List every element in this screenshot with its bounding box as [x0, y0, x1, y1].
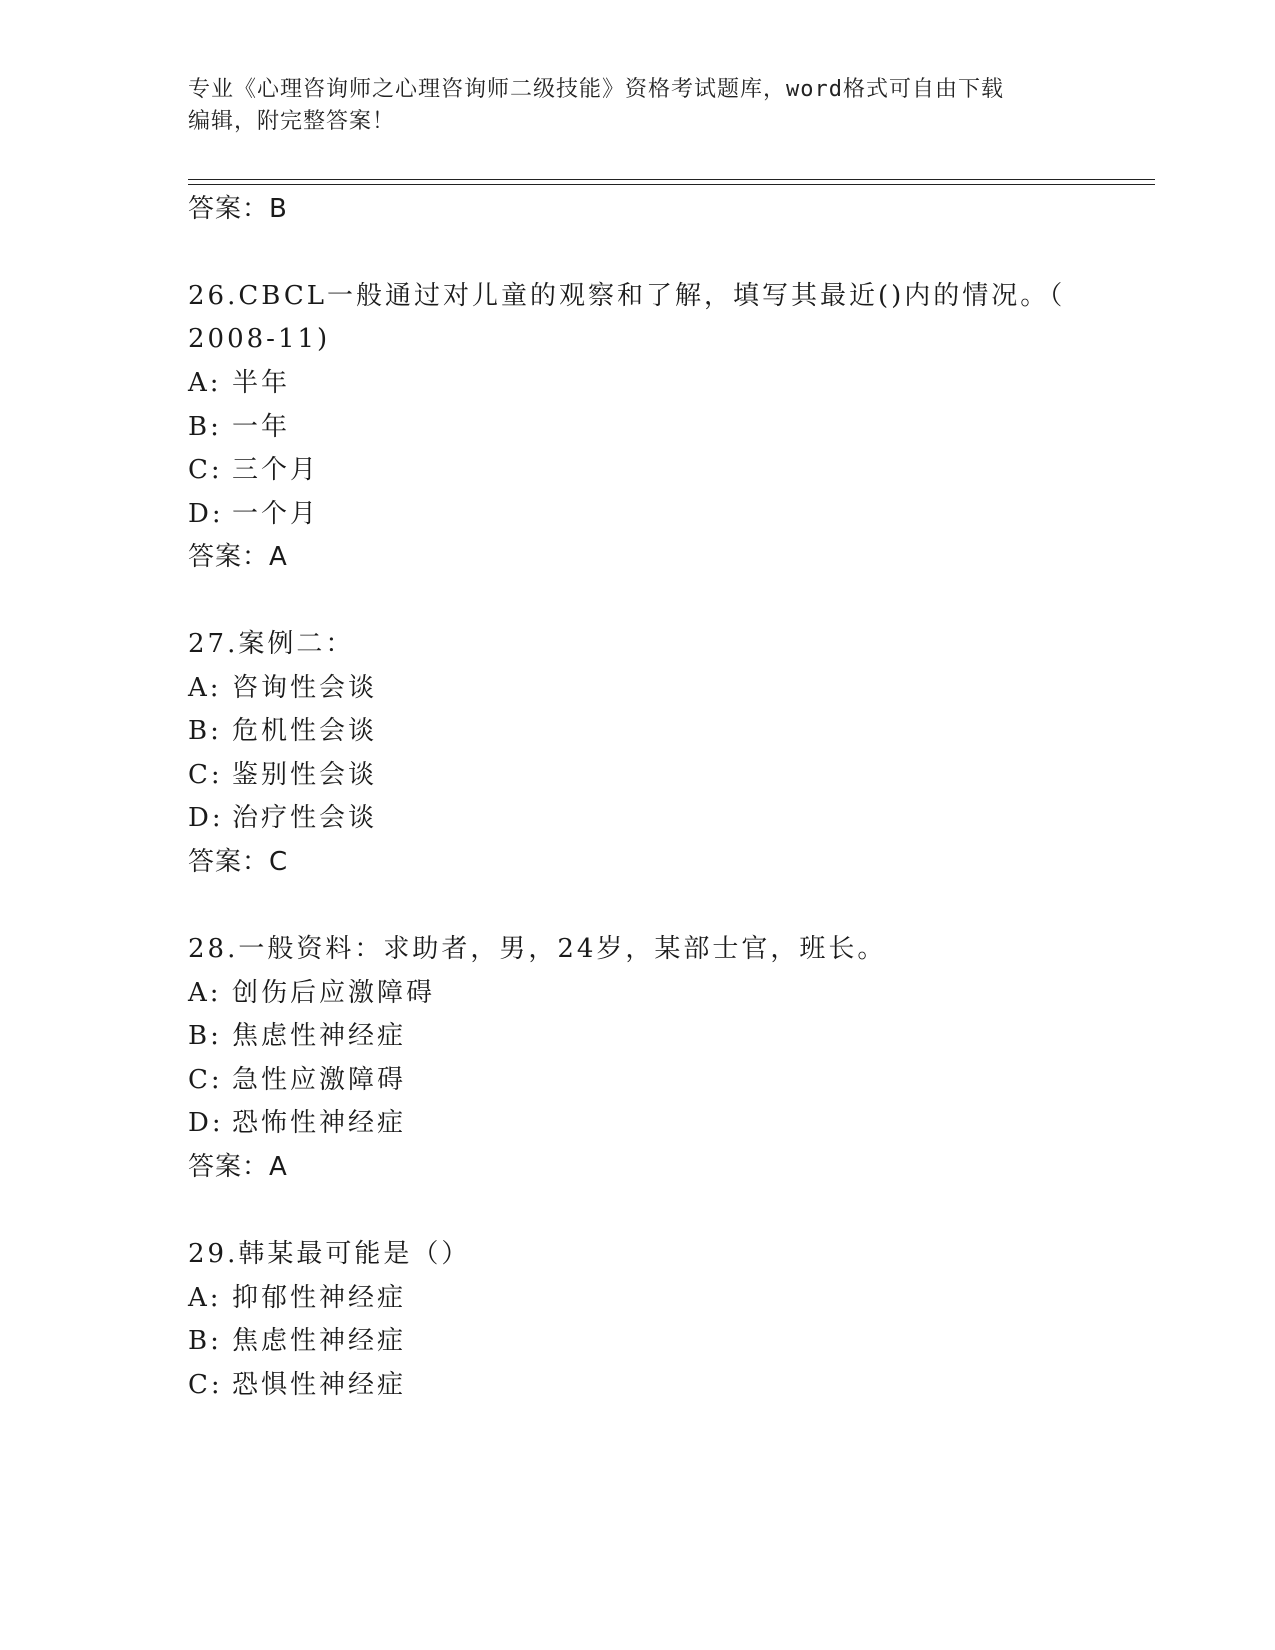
question-28-answer: 答案：A: [188, 1152, 288, 1182]
header-line-1: 专业《心理咨询师之心理咨询师二级技能》资格考试题库，word格式可自由下载: [188, 77, 1004, 102]
option-text: 半年: [232, 368, 291, 398]
question-26-option-a: [188, 365, 290, 401]
previous-answer: 答案：B: [188, 194, 288, 224]
question-26-stem-line-2: 2008-11): [188, 324, 331, 354]
question-29-option-a: [188, 1280, 406, 1316]
question-26-option-b: [188, 409, 290, 445]
question-29-option-b: [188, 1323, 406, 1359]
option-text: 急性应激障碍: [232, 1065, 407, 1095]
question-27-option-c: [188, 757, 377, 793]
header-line-2: 编辑，附完整答案！: [188, 109, 396, 134]
option-text: 焦虑性神经症: [232, 1021, 407, 1051]
question-29-option-c: [188, 1367, 406, 1403]
option-text: 鉴别性会谈: [232, 760, 378, 790]
option-text: 危机性会谈: [232, 716, 378, 746]
question-28-option-a: [188, 975, 435, 1011]
option-text: 治疗性会谈: [232, 803, 378, 833]
option-letter: C:: [188, 1370, 223, 1400]
option-letter: B:: [188, 1021, 222, 1051]
document-header: [188, 74, 1088, 138]
question-27-option-d: [188, 800, 377, 836]
option-text: 创伤后应激障碍: [232, 978, 436, 1008]
option-letter: C:: [188, 1065, 223, 1095]
option-letter: A:: [188, 1283, 222, 1313]
question-27-stem: 27.案例二：: [188, 629, 355, 659]
question-29-stem: 29.韩某最可能是（）: [188, 1239, 471, 1269]
option-text: 一个月: [232, 499, 320, 529]
option-text: 焦虑性神经症: [232, 1326, 407, 1356]
option-text: 三个月: [232, 455, 320, 485]
question-26-option-c: [188, 452, 319, 488]
header-divider-top: [188, 179, 1155, 180]
option-letter: D:: [188, 1108, 224, 1138]
option-letter: D:: [188, 499, 224, 529]
question-28-option-c: [188, 1062, 406, 1098]
question-26-stem-line-1: 26.CBCL一般通过对儿童的观察和了解，填写其最近()内的情况。（: [188, 281, 1066, 311]
question-28-stem: 28.一般资料：求助者，男，24岁，某部士官，班长。: [188, 934, 887, 964]
option-text: 一年: [232, 412, 291, 442]
option-letter: C:: [188, 760, 223, 790]
option-letter: A:: [188, 978, 222, 1008]
header-divider-bottom: [188, 184, 1155, 185]
question-27-option-a: [188, 670, 377, 706]
option-text: 抑郁性神经症: [232, 1283, 407, 1313]
question-26-answer: 答案：A: [188, 542, 288, 572]
question-27-answer: 答案：C: [188, 847, 289, 877]
option-letter: B:: [188, 716, 222, 746]
option-letter: B:: [188, 1326, 222, 1356]
option-letter: A:: [188, 673, 222, 703]
question-27-option-b: [188, 713, 377, 749]
question-28-option-d: [188, 1105, 406, 1141]
option-text: 咨询性会谈: [232, 673, 378, 703]
option-letter: D:: [188, 803, 224, 833]
option-letter: C:: [188, 455, 223, 485]
question-26-option-d: [188, 496, 319, 532]
question-28-option-b: [188, 1018, 406, 1054]
option-text: 恐怖性神经症: [232, 1108, 407, 1138]
option-letter: A:: [188, 368, 222, 398]
option-letter: B:: [188, 412, 222, 442]
option-text: 恐惧性神经症: [232, 1370, 407, 1400]
